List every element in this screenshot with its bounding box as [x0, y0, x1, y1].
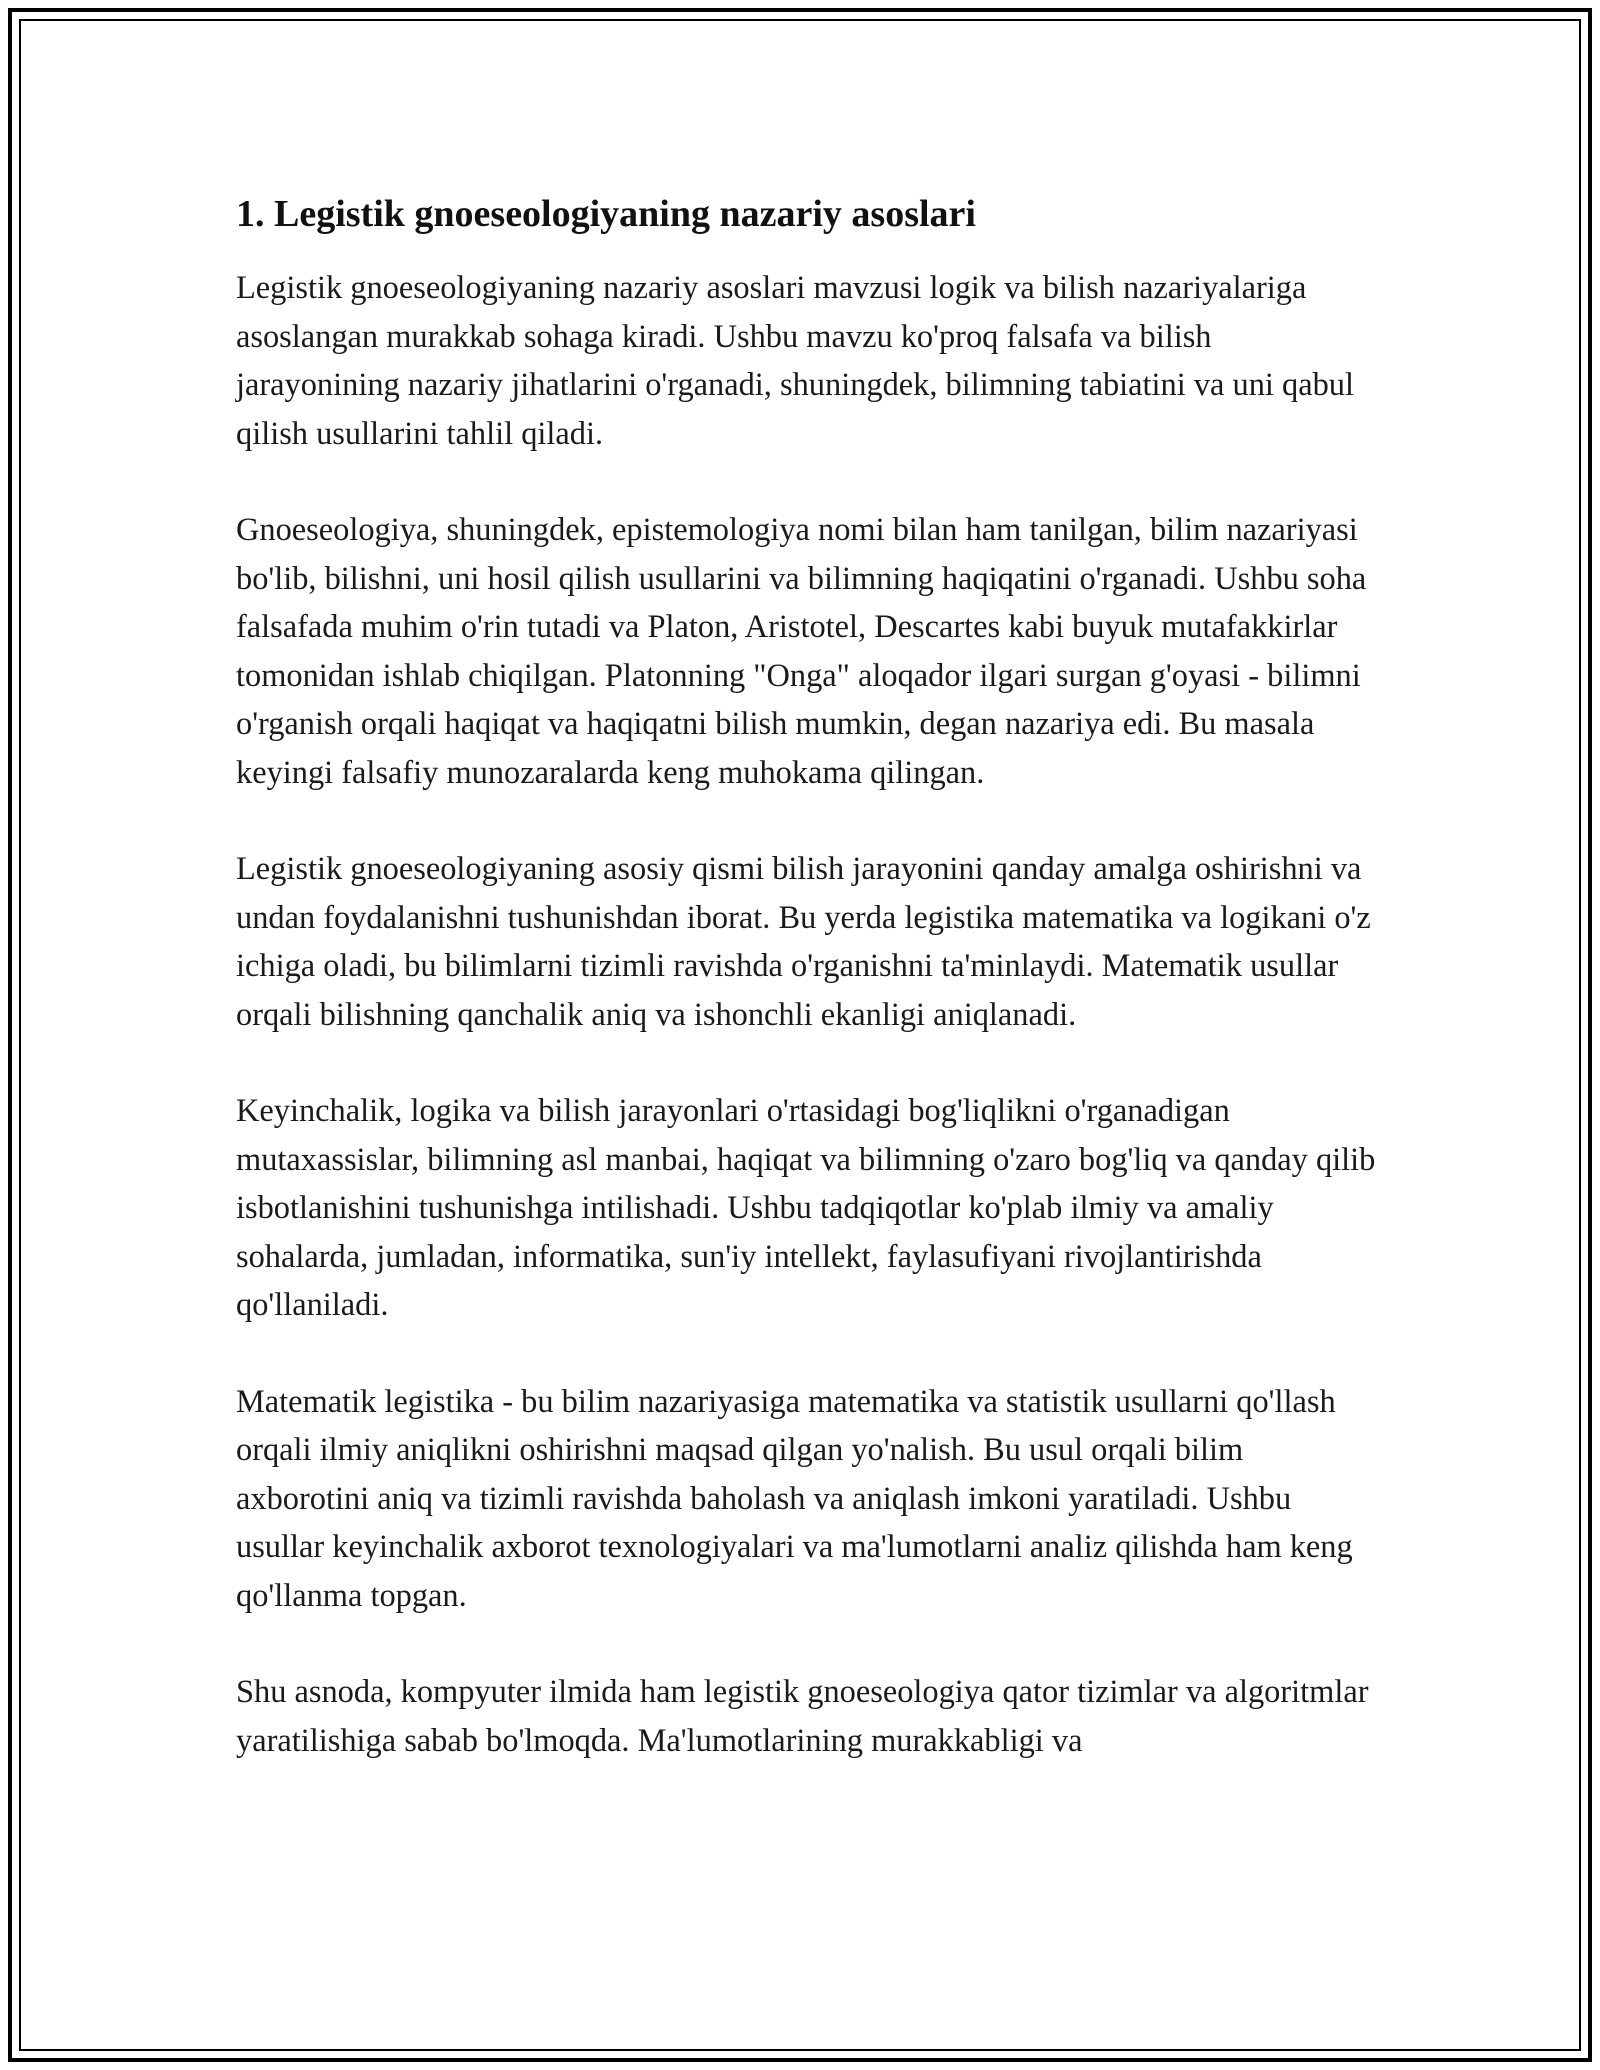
section-heading: 1. Legistik gnoeseologiyaning nazariy asoslari	[236, 193, 976, 235]
document-body	[236, 186, 1376, 1813]
paragraph-1: Legistik gnoeseologiyaning nazariy asoslari mavzusi logik va bilish nazariyalariga asoslangan murakkab sohaga kiradi. Ushbu mavzu ko'proq falsafa va bilish jarayonining nazariy jihatlarini o'rganadi, shuningdek, bilimning tabiatini va uni qabul qilish usullarini tahlil qiladi.	[236, 270, 1354, 452]
paragraph-6: Shu asnoda, kompyuter ilmida ham legistik gnoeseologiya qator tizimlar va algoritmlar yaratilishiga sabab bo'lmoqda. Ma'lumotlarining murakkabligi va	[236, 1674, 1369, 1759]
paragraph-4: Keyinchalik, logika va bilish jarayonlari o'rtasidagi bog'liqlikni o'rganadigan mutaxassislar, bilimning asl manbai, haqiqat va bilimning o'zaro bog'liq va qanday qilib isbotlanishini tushunishga intilishadi. Ushbu tadqiqotlar ko'plab ilmiy va amaliy sohalarda, jumladan, informatika, sun'iy intellekt, faylasufiyani rivojlantirishda qo'llaniladi.	[236, 1093, 1376, 1323]
paragraph-3: Legistik gnoeseologiyaning asosiy qismi bilish jarayonini qanday amalga oshirishni va undan foydalanishni tushunishdan iborat. Bu yerda legistika matematika va logikani o'z ichiga oladi, bu bilimlarni tizimli ravishda o'rganishni ta'minlaydi. Matematik usullar orqali bilishning qanchalik aniq va ishonchli ekanligi aniqlanadi.	[236, 851, 1371, 1033]
paragraph-5: Matematik legistika - bu bilim nazariyasiga matematika va statistik usullarni qo'llash orqali ilmiy aniqlikni oshirishni maqsad qilgan yo'nalish. Bu usul orqali bilim axborotini aniq va tizimli ravishda baholash va aniqlash imkoni yaratiladi. Ushbu usullar keyinchalik axborot texnologiyalari va ma'lumotlarni analiz qilishda ham keng qo'llanma topgan.	[236, 1383, 1353, 1614]
paragraph-2: Gnoeseologiya, shuningdek, epistemologiya nomi bilan ham tanilgan, bilim nazariyasi bo'lib, bilishni, uni hosil qilish usullarini va bilimning haqiqatini o'rganadi. Ushbu soha falsafada muhim o'rin tutadi va Platon, Aristotel, Descartes kabi buyuk mutafakkirlar tomonidan ishlab chiqilgan. Platonning "Onga" aloqador ilgari surgan g'oyasi - bilimni o'rganish orqali haqiqat va haqiqatni bilish mumkin, degan nazariya edi. Bu masala keyingi falsafiy munozaralarda keng muhokama qilingan.	[236, 512, 1367, 791]
